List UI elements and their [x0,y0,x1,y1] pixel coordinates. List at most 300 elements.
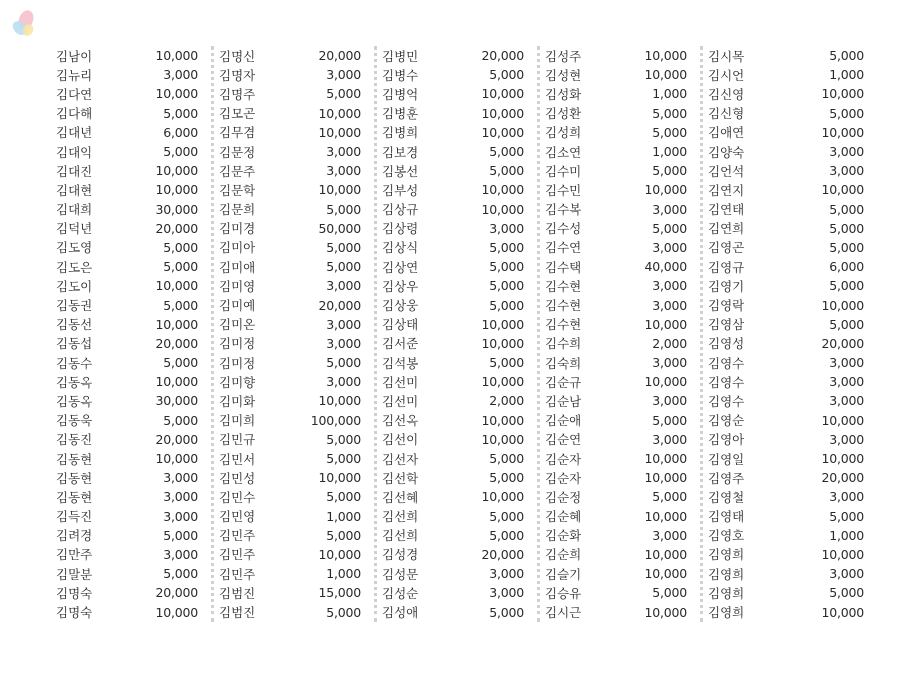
donation-amount: 10,000 [481,412,524,428]
donor-row [543,545,706,564]
donor-row [380,449,543,468]
donation-amount: 5,000 [489,144,524,160]
donor-row [543,449,706,468]
donor-name: 김미온 [219,317,256,333]
donation-amount: 15,000 [318,585,361,601]
donor-name: 김상식 [382,240,419,256]
donation-amount: 5,000 [652,105,687,121]
donor-name: 김동진 [56,432,93,448]
donation-amount: 10,000 [644,508,687,524]
donation-amount: 10,000 [644,546,687,562]
donor-name: 김수미 [545,163,582,179]
donor-name: 김소연 [545,144,582,160]
donor-row [54,142,217,161]
donor-name: 김영희 [708,566,745,582]
donation-amount: 20,000 [318,297,361,313]
donor-column [54,46,217,622]
donor-name: 김성환 [545,106,582,122]
donor-name: 김영규 [708,259,745,275]
donor-name: 김영희 [708,547,745,563]
donor-name: 김연희 [708,221,745,237]
donor-row [706,372,866,391]
donor-name: 김미아 [219,240,256,256]
donor-row [543,142,706,161]
donor-name: 김대진 [56,163,93,179]
donation-amount: 3,000 [489,566,524,582]
donor-row [543,372,706,391]
donation-amount: 10,000 [481,201,524,217]
donor-name: 김명신 [219,48,256,64]
donor-name: 김슬기 [545,566,582,582]
donor-row [217,430,380,449]
donation-amount: 5,000 [326,259,361,275]
donor-row [543,276,706,295]
donation-amount: 5,000 [489,67,524,83]
donor-name: 김동섭 [56,336,93,352]
donor-row [706,142,866,161]
donation-amount: 5,000 [489,163,524,179]
donation-amount: 30,000 [155,201,198,217]
donor-name: 김상연 [382,259,419,275]
donor-row [706,564,866,583]
donor-row [380,180,543,199]
donor-row [543,238,706,257]
donation-amount: 20,000 [821,335,864,351]
donor-name: 김선희 [382,528,419,544]
donor-row [380,276,543,295]
donor-name: 김모곤 [219,106,256,122]
donation-amount: 3,000 [163,489,198,505]
donation-amount: 5,000 [489,508,524,524]
donor-row [54,602,217,621]
donor-row [217,295,380,314]
donation-amount: 10,000 [644,566,687,582]
donation-amount: 3,000 [326,374,361,390]
donor-row [54,564,217,583]
donor-name: 김서준 [382,336,419,352]
donor-row [543,257,706,276]
donation-amount: 10,000 [318,393,361,409]
donor-name: 김민주 [219,528,256,544]
donor-row [217,276,380,295]
donor-row [380,583,543,602]
donor-row [217,161,380,180]
donation-amount: 1,000 [829,67,864,83]
donor-row [706,545,866,564]
donor-name: 김뉴리 [56,67,93,83]
donor-name: 김순자 [545,451,582,467]
donation-amount: 5,000 [326,451,361,467]
donor-name: 김덕년 [56,221,93,237]
donor-name: 김영삼 [708,317,745,333]
donor-row [54,276,217,295]
donor-row [543,84,706,103]
donation-amount: 10,000 [318,124,361,140]
donor-name: 김명자 [219,67,256,83]
donor-row [54,200,217,219]
donor-row [380,238,543,257]
donation-amount: 5,000 [326,86,361,102]
donor-name: 김시근 [545,605,582,621]
donor-row [54,180,217,199]
donor-name: 김선옥 [382,413,419,429]
donor-row [380,468,543,487]
donation-amount: 10,000 [821,451,864,467]
donor-row [380,487,543,506]
donation-amount: 10,000 [155,316,198,332]
donation-amount: 10,000 [155,278,198,294]
donor-row [54,468,217,487]
donor-row [543,526,706,545]
donor-row [706,315,866,334]
donor-row [54,583,217,602]
donation-amount: 2,000 [489,393,524,409]
donor-name: 김병수 [382,67,419,83]
donation-amount: 5,000 [326,355,361,371]
donation-amount: 5,000 [652,489,687,505]
donor-name: 김승유 [545,585,582,601]
donation-amount: 10,000 [155,604,198,620]
donation-amount: 5,000 [829,201,864,217]
donation-amount: 1,000 [326,508,361,524]
donation-amount: 10,000 [481,124,524,140]
donor-row [543,564,706,583]
donor-row [543,487,706,506]
donor-name: 김상령 [382,221,419,237]
donor-name: 김민주 [219,547,256,563]
donor-name: 김영락 [708,298,745,314]
donor-row [543,411,706,430]
donor-row [706,161,866,180]
donor-row [380,334,543,353]
donor-name: 김수현 [545,298,582,314]
donor-row [54,430,217,449]
donation-amount: 6,000 [829,259,864,275]
donor-name: 김병억 [382,86,419,102]
donor-row [54,238,217,257]
donor-name: 김양숙 [708,144,745,160]
donation-amount: 5,000 [829,220,864,236]
donor-row [380,564,543,583]
donation-amount: 3,000 [163,546,198,562]
donation-amount: 10,000 [318,182,361,198]
donation-amount: 5,000 [163,527,198,543]
donor-row [217,65,380,84]
donor-row [217,602,380,621]
donor-name: 김범진 [219,585,256,601]
donation-amount: 10,000 [644,67,687,83]
donation-amount: 5,000 [163,355,198,371]
donation-amount: 5,000 [489,355,524,371]
donor-row [706,123,866,142]
donation-amount: 10,000 [155,163,198,179]
donation-amount: 3,000 [829,355,864,371]
donor-name: 김순자 [545,470,582,486]
donor-row [543,65,706,84]
donor-name: 김성문 [382,566,419,582]
donor-row [54,372,217,391]
donor-row [380,391,543,410]
donor-row [380,257,543,276]
donor-row [706,334,866,353]
donor-name: 김성현 [545,67,582,83]
donation-amount: 10,000 [821,604,864,620]
donation-amount: 10,000 [155,182,198,198]
donation-amount: 5,000 [489,470,524,486]
donation-amount: 3,000 [652,201,687,217]
donor-name: 김수현 [545,317,582,333]
donor-row [54,161,217,180]
donor-row [54,84,217,103]
donor-name: 김말분 [56,566,93,582]
donor-row [706,468,866,487]
donation-amount: 5,000 [326,239,361,255]
donor-row [706,526,866,545]
donor-name: 김영성 [708,336,745,352]
donation-amount: 2,000 [652,335,687,351]
donor-name: 김대익 [56,144,93,160]
donation-amount: 5,000 [652,412,687,428]
donation-amount: 10,000 [821,182,864,198]
donation-amount: 3,000 [652,527,687,543]
donor-name: 김순화 [545,528,582,544]
donor-row [380,545,543,564]
donation-amount: 3,000 [326,335,361,351]
donation-amount: 10,000 [644,182,687,198]
donor-row [217,449,380,468]
donor-row [543,353,706,372]
donor-name: 김수복 [545,202,582,218]
donor-row [543,200,706,219]
donor-name: 김동선 [56,317,93,333]
donor-name: 김부성 [382,182,419,198]
donation-amount: 5,000 [829,239,864,255]
donor-name: 김연지 [708,182,745,198]
donor-name: 김순규 [545,374,582,390]
donor-row [706,353,866,372]
donor-name: 김무겸 [219,125,256,141]
donor-name: 김영곤 [708,240,745,256]
donor-name: 김민성 [219,470,256,486]
donation-amount: 3,000 [163,470,198,486]
donor-row [543,602,706,621]
donor-row [217,180,380,199]
donor-name: 김동옥 [56,393,93,409]
donor-name: 김숙희 [545,355,582,371]
donor-name: 김순애 [545,413,582,429]
donor-name: 김미화 [219,393,256,409]
donor-list [54,46,866,622]
donor-row [217,257,380,276]
donor-name: 김상웅 [382,298,419,314]
donor-name: 김성주 [545,48,582,64]
donor-name: 김선혜 [382,489,419,505]
donation-amount: 5,000 [163,297,198,313]
donor-row [54,487,217,506]
donor-name: 김성애 [382,605,419,621]
donor-row [217,315,380,334]
donation-amount: 10,000 [644,451,687,467]
donor-row [217,391,380,410]
donor-row [380,526,543,545]
donation-amount: 5,000 [326,527,361,543]
donation-amount: 1,000 [652,144,687,160]
donation-amount: 10,000 [821,124,864,140]
donation-amount: 10,000 [155,86,198,102]
donation-amount: 10,000 [481,489,524,505]
donor-name: 김다해 [56,106,93,122]
donor-row [54,46,217,65]
donor-row [54,219,217,238]
donor-name: 김수연 [545,240,582,256]
donation-amount: 3,000 [829,374,864,390]
donor-row [706,219,866,238]
donor-row [217,372,380,391]
donation-amount: 5,000 [489,451,524,467]
donor-name: 김수현 [545,278,582,294]
donor-name: 김언석 [708,163,745,179]
donation-amount: 6,000 [163,124,198,140]
donation-amount: 3,000 [829,431,864,447]
donor-row [217,238,380,257]
donation-amount: 5,000 [163,566,198,582]
donation-amount: 20,000 [155,220,198,236]
donation-amount: 3,000 [652,431,687,447]
donor-name: 김영철 [708,489,745,505]
donation-amount: 10,000 [155,451,198,467]
donation-amount: 10,000 [821,297,864,313]
donor-name: 김민서 [219,451,256,467]
donor-name: 김동현 [56,489,93,505]
donor-row [543,219,706,238]
donation-amount: 5,000 [163,412,198,428]
donor-name: 김영수 [708,393,745,409]
donation-amount: 5,000 [326,489,361,505]
donation-amount: 5,000 [489,239,524,255]
donor-row [217,334,380,353]
donor-row [543,334,706,353]
donation-amount: 10,000 [481,105,524,121]
donor-row [217,353,380,372]
donation-amount: 10,000 [318,105,361,121]
donor-name: 김도영 [56,240,93,256]
donor-name: 김미정 [219,336,256,352]
donor-row [217,526,380,545]
donor-row [380,411,543,430]
donor-row [706,104,866,123]
donor-row [706,602,866,621]
donation-amount: 10,000 [821,546,864,562]
donor-row [543,180,706,199]
donor-name: 김문희 [219,202,256,218]
donor-row [217,84,380,103]
donation-amount: 3,000 [829,163,864,179]
donation-amount: 20,000 [155,335,198,351]
donation-amount: 20,000 [155,585,198,601]
donation-amount: 1,000 [652,86,687,102]
donor-row [54,526,217,545]
donation-amount: 10,000 [821,412,864,428]
donation-amount: 10,000 [644,374,687,390]
donor-row [706,200,866,219]
donation-amount: 5,000 [829,508,864,524]
donation-amount: 1,000 [326,566,361,582]
donor-row [380,295,543,314]
donation-amount: 3,000 [489,585,524,601]
donor-row [706,583,866,602]
donor-row [380,353,543,372]
donor-row [380,161,543,180]
donor-name: 김선희 [382,509,419,525]
donor-name: 김성순 [382,585,419,601]
donor-name: 김범진 [219,605,256,621]
donation-amount: 20,000 [481,546,524,562]
donation-amount: 5,000 [163,105,198,121]
donation-amount: 50,000 [318,220,361,236]
donor-name: 김문학 [219,182,256,198]
donor-row [543,430,706,449]
donor-row [543,46,706,65]
logo-icon [8,8,40,40]
donor-row [706,449,866,468]
donation-amount: 100,000 [310,412,361,428]
donor-row [706,180,866,199]
donor-column [217,46,380,622]
donation-amount: 30,000 [155,393,198,409]
donor-row [217,46,380,65]
donor-column [706,46,866,622]
donor-row [706,46,866,65]
donor-name: 김선이 [382,432,419,448]
donor-name: 김동권 [56,298,93,314]
donor-row [217,564,380,583]
donor-name: 김봉선 [382,163,419,179]
donor-row [380,602,543,621]
donor-name: 김영주 [708,470,745,486]
donor-column [380,46,543,622]
donor-name: 김상우 [382,278,419,294]
donor-row [380,372,543,391]
donation-amount: 5,000 [489,527,524,543]
donation-amount: 3,000 [652,297,687,313]
donor-name: 김영수 [708,374,745,390]
donor-row [706,295,866,314]
donation-amount: 5,000 [163,239,198,255]
donor-row [217,219,380,238]
donation-amount: 3,000 [489,220,524,236]
donor-name: 김애연 [708,125,745,141]
donor-row [380,430,543,449]
donation-amount: 3,000 [326,316,361,332]
donor-name: 김순남 [545,393,582,409]
donation-amount: 5,000 [829,316,864,332]
donation-amount: 5,000 [829,48,864,64]
donor-row [54,334,217,353]
donor-name: 김순혜 [545,509,582,525]
donor-name: 김성경 [382,547,419,563]
donation-amount: 40,000 [644,259,687,275]
donation-amount: 5,000 [652,163,687,179]
donation-amount: 20,000 [481,48,524,64]
donation-amount: 10,000 [644,316,687,332]
donor-name: 김수택 [545,259,582,275]
donor-name: 김상규 [382,202,419,218]
donor-name: 김수희 [545,336,582,352]
donor-name: 김영희 [708,605,745,621]
donation-amount: 10,000 [481,431,524,447]
donor-name: 김영기 [708,278,745,294]
donor-name: 김동옥 [56,374,93,390]
